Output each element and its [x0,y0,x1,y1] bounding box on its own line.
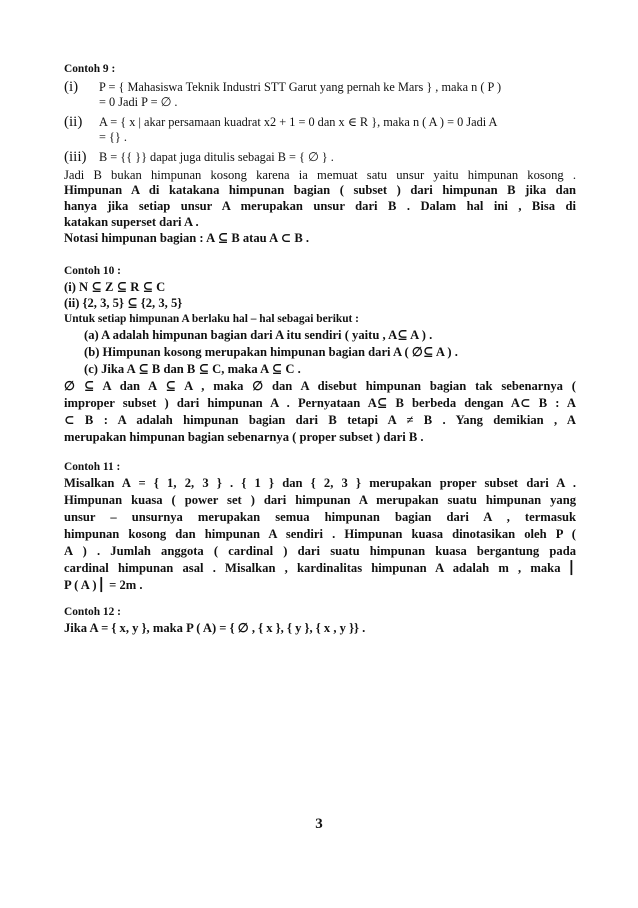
subset-definition-line1: Himpunan A di katakana himpunan bagian ( subset ) dari himpunan B jika dan [64,183,576,197]
page-number: 3 [315,816,323,832]
example-9-heading: Contoh 9 : [64,63,116,75]
example-11-line2: Himpunan kuasa ( power set ) dari himpunan A merupakan suatu himpunan yang [64,493,576,507]
example-12-line1: Jika A = { x, y }, maka P ( A) = { ∅ , { x }, { y }, { x , y }} . [64,621,366,635]
example-11-line5: A ) . Jumlah anggota ( cardinal ) dari suatu himpunan kuasa bergantung pada [64,544,576,558]
property-a: (a) A adalah himpunan bagian dari A itu sendiri ( yaitu , A⊆ A ) . [84,328,433,342]
example-11-line6: cardinal himpunan asal . Misalkan , kardinalitas himpunan A adalah m , maka ⎜ [64,561,576,575]
item-ii-line2: = {} . [99,130,127,144]
example-11-line7: P ( A ) ⎜ = 2m . [64,578,143,592]
improper-subset-line4: merupakan himpunan bagian sebenarnya ( proper subset ) dari B . [64,430,424,444]
item-i-number: (i) [64,79,79,95]
item-i-line1: P = { Mahasiswa Teknik Industri STT Garut yang pernah ke Mars } , maka n ( P ) [99,80,502,94]
example-12-heading: Contoh 12 : [64,606,121,618]
example-10-ii: (ii) {2, 3, 5} ⊆ {2, 3, 5} [64,296,183,310]
item-iii-line1: B = {{ }} dapat juga ditulis sebagai B = { ∅ } . [99,150,334,164]
subset-notation: Notasi himpunan bagian : A ⊆ B atau A ⊂ B . [64,231,310,245]
jadi-sentence: Jadi B bukan himpunan kosong karena ia memuat satu unsur yaitu himpunan kosong . [64,168,576,182]
item-ii-line1: A = { x | akar persamaan kuadrat x2 + 1 = 0 dan x ∈ R }, maka n ( A ) = 0 Jadi A [99,115,498,129]
example-11-heading: Contoh 11 : [64,461,121,473]
subset-definition-line3: katakan superset dari A . [64,215,199,229]
example-10-heading: Contoh 10 : [64,265,121,277]
property-b: (b) Himpunan kosong merupakan himpunan bagian dari A ( ∅⊆ A ) . [84,345,458,359]
example-11-line4: himpunan kosong dan himpunan A sendiri . Himpunan kuasa dinotasikan oleh P ( [64,527,576,541]
item-ii-number: (ii) [64,114,83,130]
item-iii-number: (iii) [64,149,87,165]
property-c: (c) Jika A ⊆ B dan B ⊆ C, maka A ⊆ C . [84,362,301,376]
example-11-line1: Misalkan A = { 1, 2, 3 } . { 1 } dan { 2, 3 } merupakan proper subset dari A . [64,476,576,490]
properties-intro: Untuk setiap himpunan A berlaku hal – hal sebagai berikut : [64,313,359,325]
improper-subset-line1: ∅ ⊆ A dan A ⊆ A , maka ∅ dan A disebut himpunan bagian tak sebenarnya ( [64,379,576,393]
improper-subset-line2: improper subset ) dari himpunan A . Pernyataan A⊆ B berbeda dengan A⊂ B : A [64,396,576,410]
improper-subset-line3: ⊂ B : A adalah himpunan bagian dari B tetapi A ≠ B . Yang demikian , A [64,413,576,427]
item-i-line2: = 0 Jadi P = ∅ . [99,95,178,109]
example-11-line3: unsur – unsurnya merupakan semua himpunan bagian dari A , termasuk [64,510,576,524]
example-10-i: (i) N ⊆ Z ⊆ R ⊆ C [64,280,166,294]
subset-definition-line2: hanya jika setiap unsur A merupakan unsur dari B . Dalam hal ini , Bisa di [64,199,576,213]
